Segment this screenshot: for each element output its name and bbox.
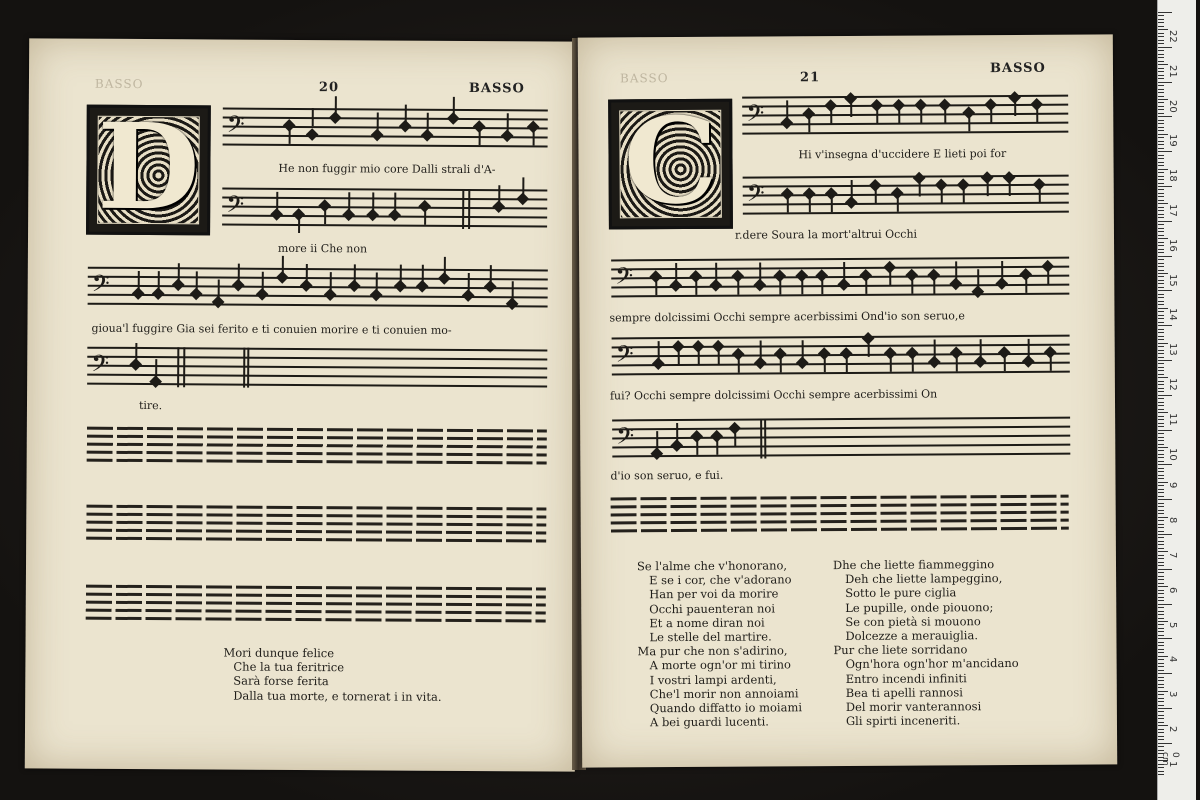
music-staff-r2: 𝄢: [743, 175, 1069, 217]
ruler-number: 11: [1167, 412, 1178, 426]
ruler-tick: [1158, 301, 1164, 302]
music-staff-r5: 𝄢: [612, 417, 1070, 460]
ruler-tick: [1158, 583, 1164, 584]
ruler-tick: [1158, 270, 1164, 271]
ruler-number: 6: [1167, 586, 1178, 594]
ruler-tick: [1158, 283, 1164, 284]
ruler-tick: [1158, 224, 1164, 225]
ruler-tick: [1158, 715, 1164, 716]
ruler-tick: [1158, 628, 1164, 629]
ruler-tick: [1158, 565, 1164, 566]
ruler-tick: [1158, 391, 1164, 392]
ruler-tick: [1158, 652, 1164, 653]
ruler-tick: [1158, 405, 1164, 406]
ruler-tick: [1158, 614, 1164, 615]
ruler-tick: [1158, 544, 1164, 545]
ruler-tick: [1158, 454, 1164, 455]
ruler-tick: [1158, 116, 1172, 117]
ruler-tick: [1158, 276, 1164, 277]
left-page-number: 20: [318, 80, 340, 96]
ruler-tick: [1158, 531, 1164, 532]
ruler-tick: [1158, 572, 1164, 573]
ruler-tick: [1158, 600, 1164, 601]
right-page-number: 21: [799, 70, 821, 86]
ruler-number: 21: [1167, 64, 1178, 78]
ruler-tick: [1158, 155, 1164, 156]
ruler-tick: [1158, 450, 1164, 451]
ruler-tick: [1158, 151, 1172, 152]
measurement-ruler: [1157, 0, 1196, 800]
ruler-tick: [1158, 433, 1164, 434]
ruler-tick: [1158, 315, 1164, 316]
ruler-tick: [1158, 54, 1164, 55]
ruler-number: 7: [1167, 552, 1178, 559]
ruler-tick: [1158, 694, 1164, 695]
ruler-tick: [1158, 590, 1164, 591]
ruler-tick: [1158, 207, 1164, 208]
ruler-tick: [1158, 537, 1164, 538]
ruler-tick: [1158, 402, 1164, 403]
ruler-tick: [1158, 357, 1164, 358]
ruler-tick: [1158, 297, 1164, 298]
ruler-tick: [1158, 534, 1172, 535]
ruler-number: 5: [1167, 621, 1178, 628]
ruler-tick: [1158, 527, 1164, 528]
ruler-tick: [1158, 426, 1164, 427]
ruler-tick: [1158, 729, 1164, 730]
right-part-name: BASSO: [989, 60, 1046, 77]
right-page: [578, 34, 1117, 767]
ruler-tick: [1158, 127, 1164, 128]
ruler-tick: [1158, 106, 1164, 107]
ruler-tick: [1158, 217, 1164, 218]
empty-staff-2: [86, 505, 546, 544]
ruler-tick: [1158, 485, 1164, 486]
ruler-tick: [1158, 322, 1164, 323]
ruler-tick: [1158, 61, 1164, 62]
ruler-tick: [1158, 120, 1164, 121]
ruler-tick: [1158, 705, 1164, 706]
ruler-number: 9: [1167, 482, 1178, 489]
ruler-tick: [1158, 579, 1164, 580]
ruler-tick: [1158, 416, 1164, 417]
ruler-tick: [1158, 673, 1172, 674]
ruler-number: 18: [1167, 169, 1178, 182]
ruler-tick: [1158, 576, 1164, 577]
music-staff-1: 𝄢: [223, 108, 548, 150]
ruler-tick: [1158, 249, 1164, 250]
ruler-tick: [1158, 158, 1164, 159]
decorated-initial-d: D: [86, 105, 211, 236]
ruler-tick: [1158, 524, 1164, 525]
ruler-tick: [1158, 12, 1172, 13]
ruler-tick: [1158, 172, 1164, 173]
ruler-tick: [1158, 471, 1164, 472]
ruler-tick: [1158, 85, 1164, 86]
ruler-tick: [1158, 266, 1164, 267]
ruler-tick: [1158, 137, 1164, 138]
ruler-tick: [1158, 506, 1164, 507]
ruler-tick: [1158, 287, 1164, 288]
ruler-tick: [1158, 384, 1164, 385]
ruler-tick: [1158, 242, 1164, 243]
lyric-line-4: tire.: [138, 399, 163, 413]
ruler-tick: [1158, 736, 1164, 737]
ruler-tick: [1158, 423, 1164, 424]
ruler-tick: [1158, 75, 1164, 76]
ruler-tick: [1158, 57, 1164, 58]
lyric-line-r5: d'io son seruo, e fui.: [610, 468, 724, 483]
ruler-tick: [1158, 677, 1164, 678]
ruler-tick: [1158, 102, 1164, 103]
ruler-tick: [1158, 649, 1164, 650]
ruler-tick: [1158, 722, 1164, 723]
ruler-tick: [1158, 478, 1164, 479]
ruler-tick: [1158, 638, 1172, 639]
ruler-number: 8: [1167, 517, 1178, 524]
music-staff-r3: 𝄢: [611, 257, 1069, 300]
ruler-tick: [1158, 245, 1164, 246]
ruler-tick: [1158, 78, 1164, 79]
music-staff-r4: 𝄢: [612, 335, 1070, 378]
ruler-tick: [1158, 701, 1164, 702]
ruler-tick: [1158, 631, 1164, 632]
ruler-tick: [1158, 771, 1164, 772]
empty-staff-1: [87, 427, 547, 466]
left-part-name: BASSO: [468, 81, 525, 97]
ruler-tick: [1158, 659, 1164, 660]
ruler-tick: [1158, 26, 1164, 27]
ruler-tick: [1158, 162, 1164, 163]
ruler-tick: [1158, 228, 1164, 229]
right-poem-column-2: Dhe che liette fiammeggino Deh che liette lampeggino, Sotto le pure ciglia Le pupille, onde piouono; Se con pietà si mouono Dolcezze a merauiglia. Pur che liete sorridano Ogn'hora ogn'hor m'ancidano Entro incendi infiniti Bea ti apelli rannosi Del morir vanterannosi Gli spirti inceneriti.: [832, 557, 1019, 729]
ruler-tick: [1158, 311, 1164, 312]
ruler-tick: [1158, 221, 1172, 222]
ruler-tick: [1158, 280, 1164, 281]
lyric-line-r4: fui? Occhi sempre dolcissimi Occhi sempre acerbissimi On: [609, 387, 938, 403]
ruler-tick: [1158, 318, 1164, 319]
ruler-tick: [1158, 666, 1164, 667]
ruler-tick: [1158, 381, 1164, 382]
ruler-tick: [1158, 179, 1164, 180]
ruler-tick: [1158, 193, 1164, 194]
ruler-tick: [1158, 419, 1164, 420]
ruler-number: 17: [1167, 204, 1178, 217]
right-poem-column-1: Se l'alme che v'honorano, E se i cor, che v'adorano Han per voi da morire Occhi pauenteran noi Et a nome diran noi Le stelle del martire. Ma pur che non s'adirino, A morte ogn'or mi tirino I vostri lampi ardenti, Che'l morir non annoiami Quando diffatto io moiami A bei guardi lucenti.: [636, 558, 803, 730]
ruler-number: 16: [1167, 238, 1178, 252]
ruler-tick: [1158, 635, 1164, 636]
ruler-tick: [1158, 294, 1164, 295]
lyric-line-2: more ii Che non: [277, 241, 368, 256]
ruler-tick: [1158, 325, 1172, 326]
ruler-tick: [1158, 304, 1164, 305]
ruler-tick: [1158, 607, 1164, 608]
ruler-tick: [1158, 176, 1164, 177]
ruler-number: 3: [1167, 691, 1178, 698]
ruler-tick: [1158, 183, 1164, 184]
ruler-tick: [1158, 374, 1164, 375]
ruler-tick: [1158, 141, 1164, 142]
ruler-tick: [1158, 196, 1164, 197]
ruler-tick: [1158, 562, 1164, 563]
ruler-tick: [1158, 611, 1164, 612]
ruler-tick: [1158, 71, 1164, 72]
ruler-tick: [1158, 398, 1164, 399]
ruler-tick: [1158, 680, 1164, 681]
music-staff-r1: 𝄢: [742, 95, 1068, 137]
ruler-number: 15: [1167, 273, 1178, 287]
ruler-tick: [1158, 711, 1164, 712]
ruler-tick: [1158, 388, 1164, 389]
ruler-tick: [1158, 718, 1164, 719]
ruler-tick: [1158, 409, 1164, 410]
ruler-tick: [1158, 130, 1164, 131]
ruler-tick: [1158, 670, 1164, 671]
ruler-tick: [1158, 475, 1164, 476]
decorated-initial-c: C: [608, 99, 733, 230]
ruler-tick: [1158, 92, 1164, 93]
ruler-tick: [1158, 489, 1164, 490]
ruler-tick: [1158, 40, 1164, 41]
ruler-tick: [1158, 624, 1164, 625]
ruler-tick: [1158, 604, 1172, 605]
ruler-tick: [1158, 746, 1164, 747]
ruler-tick: [1158, 329, 1164, 330]
ruler-tick: [1158, 558, 1164, 559]
ruler-tick: [1158, 186, 1172, 187]
ruler-number: 22: [1167, 30, 1178, 43]
ruler-tick: [1158, 339, 1164, 340]
ruler-number: 2: [1167, 726, 1178, 733]
ruler-tick: [1158, 499, 1172, 500]
ruler-tick: [1158, 15, 1164, 16]
empty-staff-r1: [611, 495, 1069, 534]
ruler-tick: [1158, 370, 1164, 371]
right-ghost-header: BASSO: [619, 71, 669, 86]
lyric-line-r1: Hi v'insegna d'uccidere E lieti poi for: [798, 147, 1007, 162]
ruler-tick: [1158, 252, 1164, 253]
ruler-tick: [1158, 19, 1164, 20]
ruler-tick: [1158, 597, 1164, 598]
ruler-tick: [1158, 96, 1164, 97]
ruler-number: 10: [1167, 447, 1178, 461]
ruler-tick: [1158, 739, 1164, 740]
ruler-tick: [1158, 555, 1164, 556]
music-staff-3: 𝄢: [88, 267, 548, 310]
ruler-tick: [1158, 503, 1164, 504]
ruler-tick: [1158, 210, 1164, 211]
ruler-tick: [1158, 231, 1164, 232]
ruler-tick: [1158, 430, 1172, 431]
ruler-tick: [1158, 732, 1164, 733]
ruler-tick: [1158, 82, 1172, 83]
ruler-tick: [1158, 113, 1164, 114]
ruler-tick: [1158, 464, 1172, 465]
lyric-line-r2: r.dere Soura la mort'altrui Occhi: [734, 227, 918, 242]
ruler-number: 20: [1167, 99, 1178, 113]
ruler-tick: [1158, 663, 1164, 664]
ruler-tick: [1158, 235, 1164, 236]
ruler-tick: [1158, 548, 1164, 549]
ruler-tick: [1158, 36, 1164, 37]
ruler-tick: [1158, 43, 1164, 44]
empty-staff-3: [86, 585, 546, 624]
left-page: [25, 38, 579, 771]
ruler-tick: [1158, 687, 1164, 688]
ruler-tick: [1158, 22, 1164, 23]
ruler-tick: [1158, 698, 1164, 699]
ruler-tick: [1158, 569, 1172, 570]
ruler-tick: [1158, 593, 1164, 594]
ruler-tick: [1158, 346, 1164, 347]
ruler-tick: [1158, 350, 1164, 351]
ruler-tick: [1158, 395, 1172, 396]
ruler-tick: [1158, 123, 1164, 124]
ruler-tick: [1158, 468, 1164, 469]
ruler-tick: [1158, 496, 1164, 497]
ruler-tick: [1158, 618, 1164, 619]
ruler-tick: [1158, 336, 1164, 337]
ruler-tick: [1158, 363, 1164, 364]
ruler-tick: [1158, 444, 1164, 445]
ruler-unit-label: 0 cm: [1160, 752, 1180, 766]
ruler-tick: [1158, 353, 1164, 354]
ruler-tick: [1158, 47, 1172, 48]
lyric-line-r3: sempre dolcissimi Occhi sempre acerbissimi Ond'io son seruo,e: [609, 309, 965, 325]
ruler-tick: [1158, 750, 1164, 751]
ruler-number: 14: [1167, 308, 1178, 322]
ruler-tick: [1158, 189, 1164, 190]
ruler-tick: [1158, 642, 1164, 643]
ruler-tick: [1158, 774, 1164, 775]
ruler-tick: [1158, 457, 1164, 458]
left-ghost-header: BASSO: [94, 76, 144, 92]
ruler-tick: [1158, 743, 1172, 744]
ruler-number: 4: [1167, 656, 1178, 663]
ruler-tick: [1158, 708, 1172, 709]
lyric-line-1: He non fuggir mio core Dalli strali d'A-: [278, 161, 496, 177]
music-staff-4: 𝄢: [87, 347, 547, 390]
ruler-tick: [1158, 33, 1164, 34]
ruler-tick: [1158, 89, 1164, 90]
ruler-tick: [1158, 109, 1164, 110]
ruler-tick: [1158, 360, 1172, 361]
ruler-tick: [1158, 684, 1164, 685]
ruler-tick: [1158, 263, 1164, 264]
ruler-tick: [1158, 214, 1164, 215]
ruler-tick: [1158, 290, 1172, 291]
ruler-tick: [1158, 144, 1164, 145]
left-poem: Mori dunque felice Che la tua feritrice Sarà forse ferita Dalla tua morte, e tornerat i in vita.: [223, 645, 442, 704]
ruler-tick: [1158, 440, 1164, 441]
ruler-tick: [1158, 367, 1164, 368]
ruler-tick: [1158, 510, 1164, 511]
ruler-tick: [1158, 68, 1164, 69]
ruler-tick: [1158, 492, 1164, 493]
ruler-tick: [1158, 165, 1164, 166]
ruler-tick: [1158, 437, 1164, 438]
ruler-number: 1: [1167, 760, 1178, 768]
ruler-tick: [1158, 513, 1164, 514]
music-staff-2: 𝄢: [222, 188, 547, 230]
ruler-tick: [1158, 461, 1164, 462]
ruler-tick: [1158, 256, 1172, 257]
ruler-tick: [1158, 541, 1164, 542]
lyric-line-3: gioua'l fuggire Gia sei ferito e ti conuien morire e ti conuien mo-: [91, 321, 452, 337]
ruler-tick: [1158, 645, 1164, 646]
ruler-tick: [1158, 259, 1164, 260]
ruler-tick: [1158, 332, 1164, 333]
ruler-tick: [1158, 148, 1164, 149]
ruler-tick: [1158, 200, 1164, 201]
ruler-number: 13: [1167, 343, 1178, 356]
ruler-tick: [1158, 50, 1164, 51]
ruler-number: 19: [1167, 134, 1178, 148]
ruler-tick: [1158, 520, 1164, 521]
ruler-number: 12: [1167, 378, 1178, 391]
